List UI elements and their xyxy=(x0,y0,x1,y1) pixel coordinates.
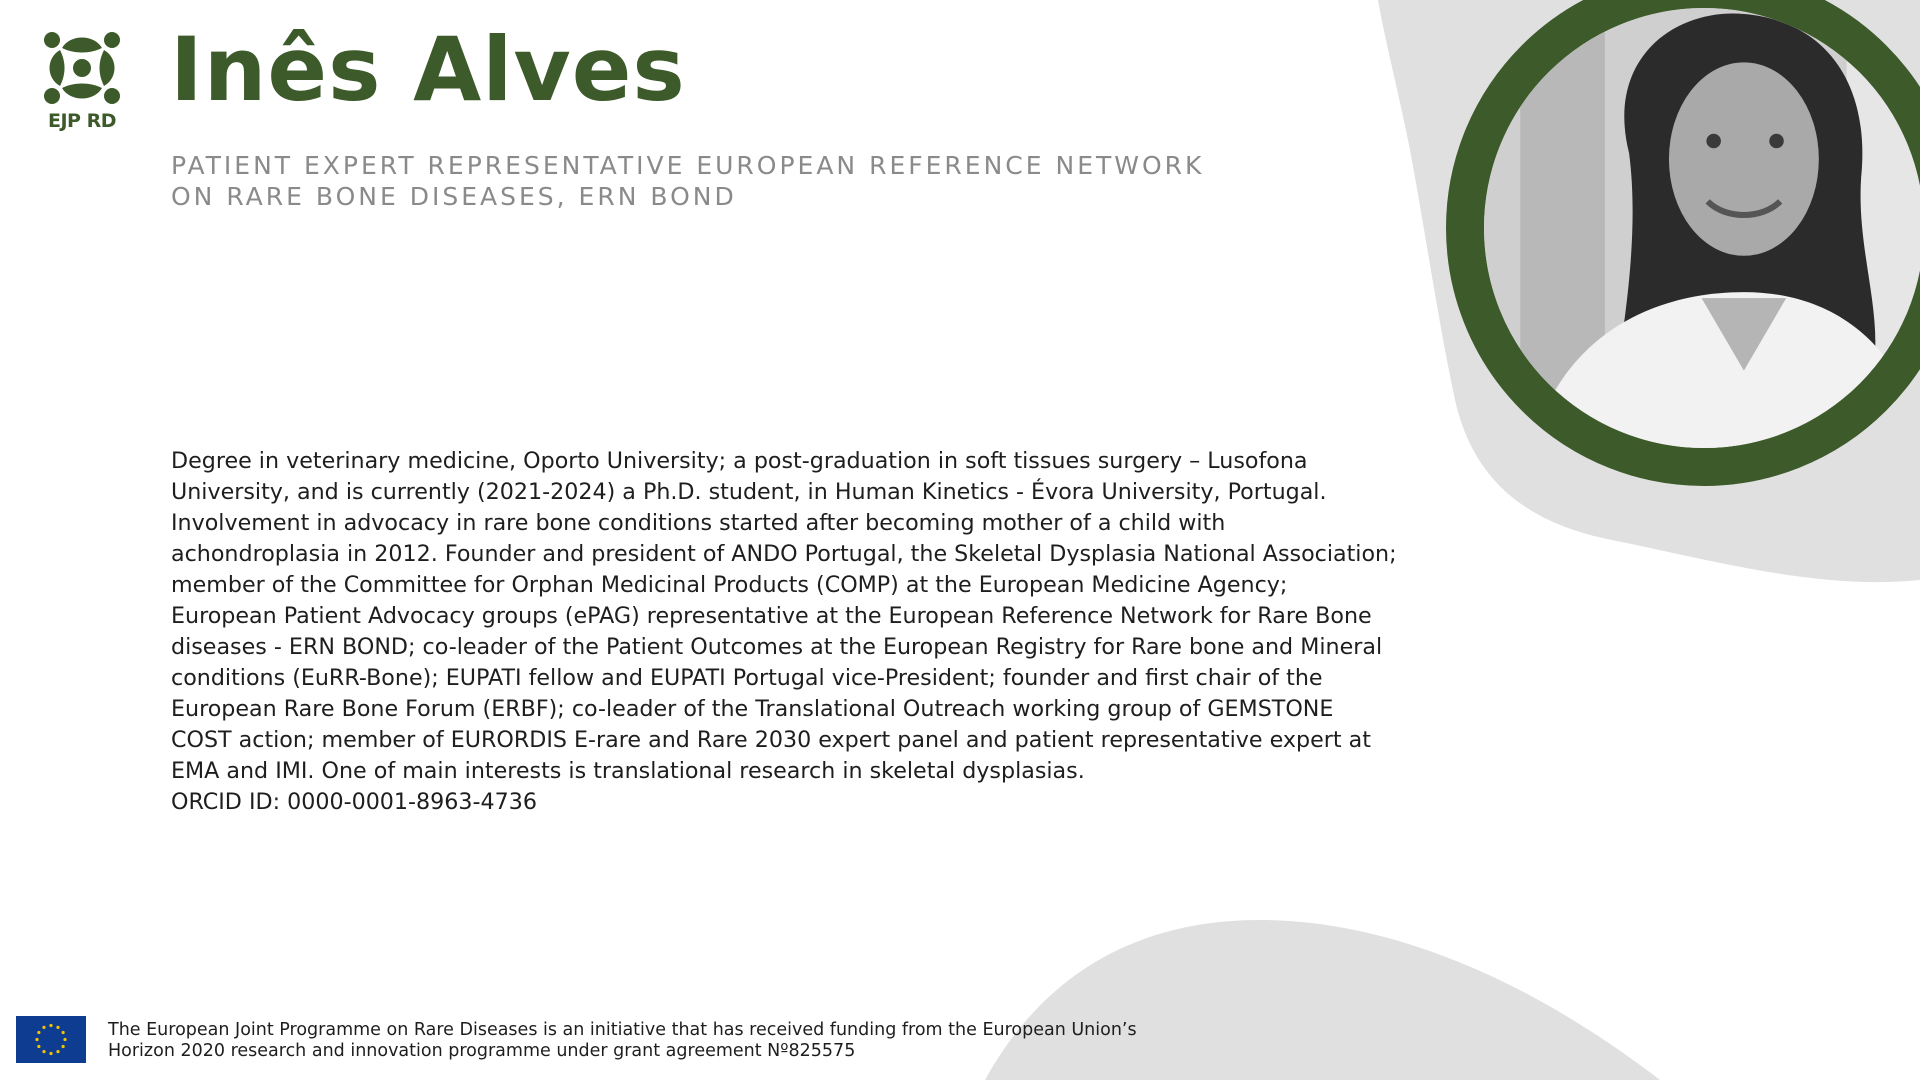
bio-line: member of the Committee for Orphan Medicinal Products (COMP) at the European Medicine Agency; xyxy=(171,572,1288,598)
speaker-role xyxy=(171,150,1204,212)
eu-star xyxy=(49,1024,52,1027)
eu-star xyxy=(42,1050,45,1053)
eu-star xyxy=(56,1026,59,1029)
funding-notice xyxy=(108,1020,1137,1062)
eu-star xyxy=(37,1031,40,1034)
portrait-image xyxy=(1484,8,1920,448)
logo-text: EJP RD xyxy=(48,110,116,132)
eu-star xyxy=(37,1045,40,1048)
eu-star xyxy=(35,1038,38,1041)
role-line: PATIENT EXPERT REPRESENTATIVE EUROPEAN REFERENCE NETWORK xyxy=(171,151,1205,180)
bio-line: conditions (EuRR-Bone); EUPATI fellow and EUPATI Portugal vice-President; founder and first chair of the xyxy=(171,665,1323,691)
speaker-name: Inês Alves xyxy=(170,18,686,121)
funding-line: The European Joint Programme on Rare Diseases is an initiative that has received funding from the European Union’s xyxy=(108,1020,1137,1040)
eu-star xyxy=(62,1031,65,1034)
bio-line: EMA and IMI. One of main interests is translational research in skeletal dysplasias. xyxy=(171,758,1085,784)
bio-line: Involvement in advocacy in rare bone conditions started after becoming mother of a child with xyxy=(171,510,1226,536)
ejp-rd-logo-mark xyxy=(40,28,124,108)
speaker-bio xyxy=(171,446,1411,818)
ejp-rd-logo xyxy=(40,28,124,136)
bio-line: European Rare Bone Forum (ERBF); co-leader of the Translational Outreach working group of GEMSTONE xyxy=(171,696,1334,722)
eu-flag-icon xyxy=(16,1016,86,1063)
bio-line: diseases - ERN BOND; co-leader of the Patient Outcomes at the European Registry for Rare bone and Mineral xyxy=(171,634,1383,660)
bio-line: Degree in veterinary medicine, Oporto University; a post-graduation in soft tissues surgery – Lusofona xyxy=(171,448,1308,474)
role-line: ON RARE BONE DISEASES, ERN BOND xyxy=(171,182,737,211)
bio-line: COST action; member of EURORDIS E-rare and Rare 2030 expert panel and patient representative expert at xyxy=(171,727,1371,753)
eu-star xyxy=(49,1052,52,1055)
eu-star xyxy=(63,1038,66,1041)
bio-line: European Patient Advocacy groups (ePAG) representative at the European Reference Network for Rare Bone xyxy=(171,603,1372,629)
orcid-line: ORCID ID: 0000-0001-8963-4736 xyxy=(171,789,537,815)
funding-line: Horizon 2020 research and innovation programme under grant agreement Nº825575 xyxy=(108,1041,856,1061)
bio-line: University, and is currently (2021-2024) a Ph.D. student, in Human Kinetics - Évora University, Portugal. xyxy=(171,479,1327,505)
bio-line: achondroplasia in 2012. Founder and president of ANDO Portugal, the Skeletal Dysplasia National Association; xyxy=(171,541,1397,567)
eu-star xyxy=(62,1045,65,1048)
eu-star xyxy=(56,1050,59,1053)
eu-star xyxy=(42,1026,45,1029)
